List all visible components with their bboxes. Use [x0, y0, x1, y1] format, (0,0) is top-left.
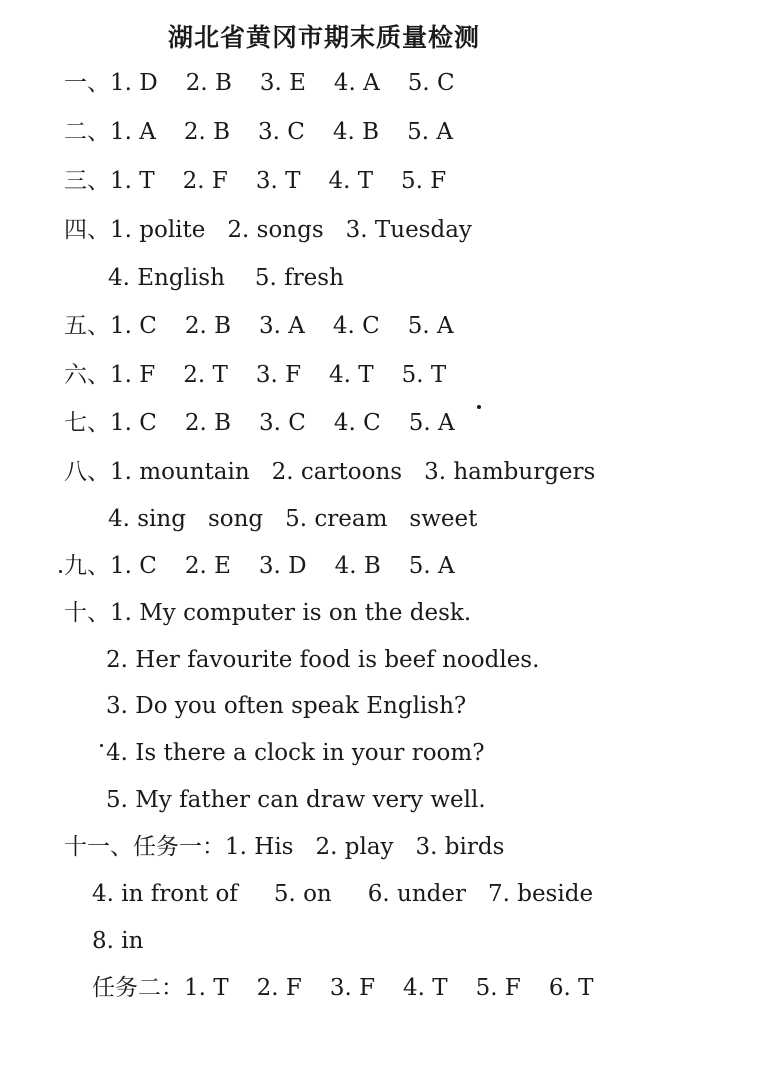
answer-item: 3. C: [258, 119, 305, 145]
answer-item: 四、1. polite: [64, 217, 206, 243]
answer-item: 6. T: [548, 975, 594, 1001]
answer-item: 3. E: [259, 70, 306, 96]
answer-item: 3. D: [258, 553, 307, 579]
answer-item: 3. F: [255, 362, 302, 388]
answer-item: 三、1. T: [64, 168, 155, 194]
answer-item: 4. T: [329, 362, 374, 388]
answer-item: 4. in front of: [92, 881, 238, 907]
answer-item: song: [207, 506, 264, 532]
answer-line-section-5: [64, 311, 454, 341]
answer-line-section-10: [64, 598, 471, 628]
answer-item: 九、1. C: [64, 553, 157, 579]
answer-item: 4. Is there a clock in your room?: [106, 740, 485, 766]
answer-line-section-11-task-2: [92, 973, 593, 1003]
answer-item: 7. beside: [487, 881, 594, 907]
answer-item: 十、1. My computer is on the desk.: [64, 600, 472, 626]
answer-item: 5. on: [273, 881, 332, 907]
answer-line-section-8-cont: [108, 504, 477, 534]
answer-item: 5. A: [408, 553, 455, 579]
answer-item: 3. hamburgers: [424, 459, 596, 485]
answer-item: 3. Tuesday: [345, 217, 472, 243]
answer-item: 七、1. C: [64, 410, 157, 436]
answer-line-section-7: [64, 408, 455, 438]
answer-line-section-11-task-1: [64, 832, 504, 862]
answer-item: 4. A: [333, 70, 380, 96]
answer-item: 五、1. C: [64, 313, 157, 339]
answer-item: 2. F: [256, 975, 302, 1001]
answer-item: 2. B: [185, 70, 232, 96]
ink-speck: [59, 570, 62, 573]
answer-item: 2. cartoons: [271, 459, 403, 485]
answer-item: sweet: [409, 506, 478, 532]
answer-item: 六、1. F: [64, 362, 156, 388]
answer-item: 3. Do you often speak English?: [106, 693, 467, 719]
answer-line-section-10-item-5: [106, 785, 486, 815]
answer-item: 5. F: [475, 975, 521, 1001]
answer-line-section-10-item-4: [106, 738, 485, 768]
page-title: 湖北省黄冈市期末质量检测: [168, 23, 481, 52]
answer-item: 5. fresh: [254, 265, 344, 291]
answer-item: 十一、任务一：1. His: [64, 834, 294, 860]
answer-item: 5. A: [407, 313, 454, 339]
answer-line-section-10-item-3: [106, 691, 466, 721]
answer-item: 4. T: [328, 168, 374, 194]
answer-line-section-10-item-2: [106, 645, 539, 675]
answer-item: 3. F: [329, 975, 376, 1001]
answer-item: 2. play: [315, 834, 394, 860]
answer-item: 5. F: [401, 168, 447, 194]
answer-item: 八、1. mountain: [64, 459, 250, 485]
answer-item: 3. C: [259, 410, 306, 436]
answer-line-section-11-task-1-cont: [92, 879, 593, 909]
answer-item: 任务二：1. T: [92, 975, 229, 1001]
answer-item: 2. F: [182, 168, 228, 194]
answer-item: 2. Her favourite food is beef noodles.: [106, 647, 540, 673]
answer-item: 2. songs: [227, 217, 324, 243]
ink-speck: [100, 744, 103, 747]
answer-line-section-4-cont: [108, 263, 344, 293]
answer-line-section-8: [64, 457, 595, 487]
answer-item: 4. C: [333, 410, 381, 436]
answer-line-section-11-task-1-end: [92, 926, 143, 956]
answer-item: 4. B: [332, 119, 380, 145]
answer-item: 8. in: [92, 928, 144, 954]
answer-line-section-6: [64, 360, 446, 390]
answer-item: 3. A: [259, 313, 305, 339]
answer-item: 5. A: [408, 410, 455, 436]
answer-item: 2. E: [184, 553, 231, 579]
answer-item: 2. T: [183, 362, 228, 388]
answer-item: 4. English: [108, 265, 225, 291]
answer-item: 4. C: [332, 313, 380, 339]
answer-item: 4. T: [403, 975, 448, 1001]
ink-speck: [477, 405, 481, 409]
answer-item: 5. A: [407, 119, 453, 145]
answer-item: 2. B: [184, 313, 232, 339]
answer-line-section-9: [64, 551, 455, 581]
answer-item: 6. under: [367, 881, 466, 907]
answer-item: 3. T: [255, 168, 301, 194]
answer-item: 2. B: [184, 410, 232, 436]
answer-line-section-1: [64, 68, 455, 98]
answer-line-section-2: [64, 117, 453, 147]
answer-item: 4. sing: [108, 506, 186, 532]
answer-line-section-4: [64, 215, 472, 245]
answer-item: 5. My father can draw very well.: [106, 787, 486, 813]
answer-item: 5. cream: [285, 506, 388, 532]
answer-item: 一、1. D: [64, 70, 158, 96]
answer-item: 2. B: [183, 119, 231, 145]
answer-item: 4. B: [334, 553, 381, 579]
answer-item: 5. T: [401, 362, 447, 388]
answer-line-section-3: [64, 166, 446, 196]
answer-item: 3. birds: [415, 834, 505, 860]
answer-item: 5. C: [407, 70, 455, 96]
answer-item: 二、1. A: [64, 119, 156, 145]
